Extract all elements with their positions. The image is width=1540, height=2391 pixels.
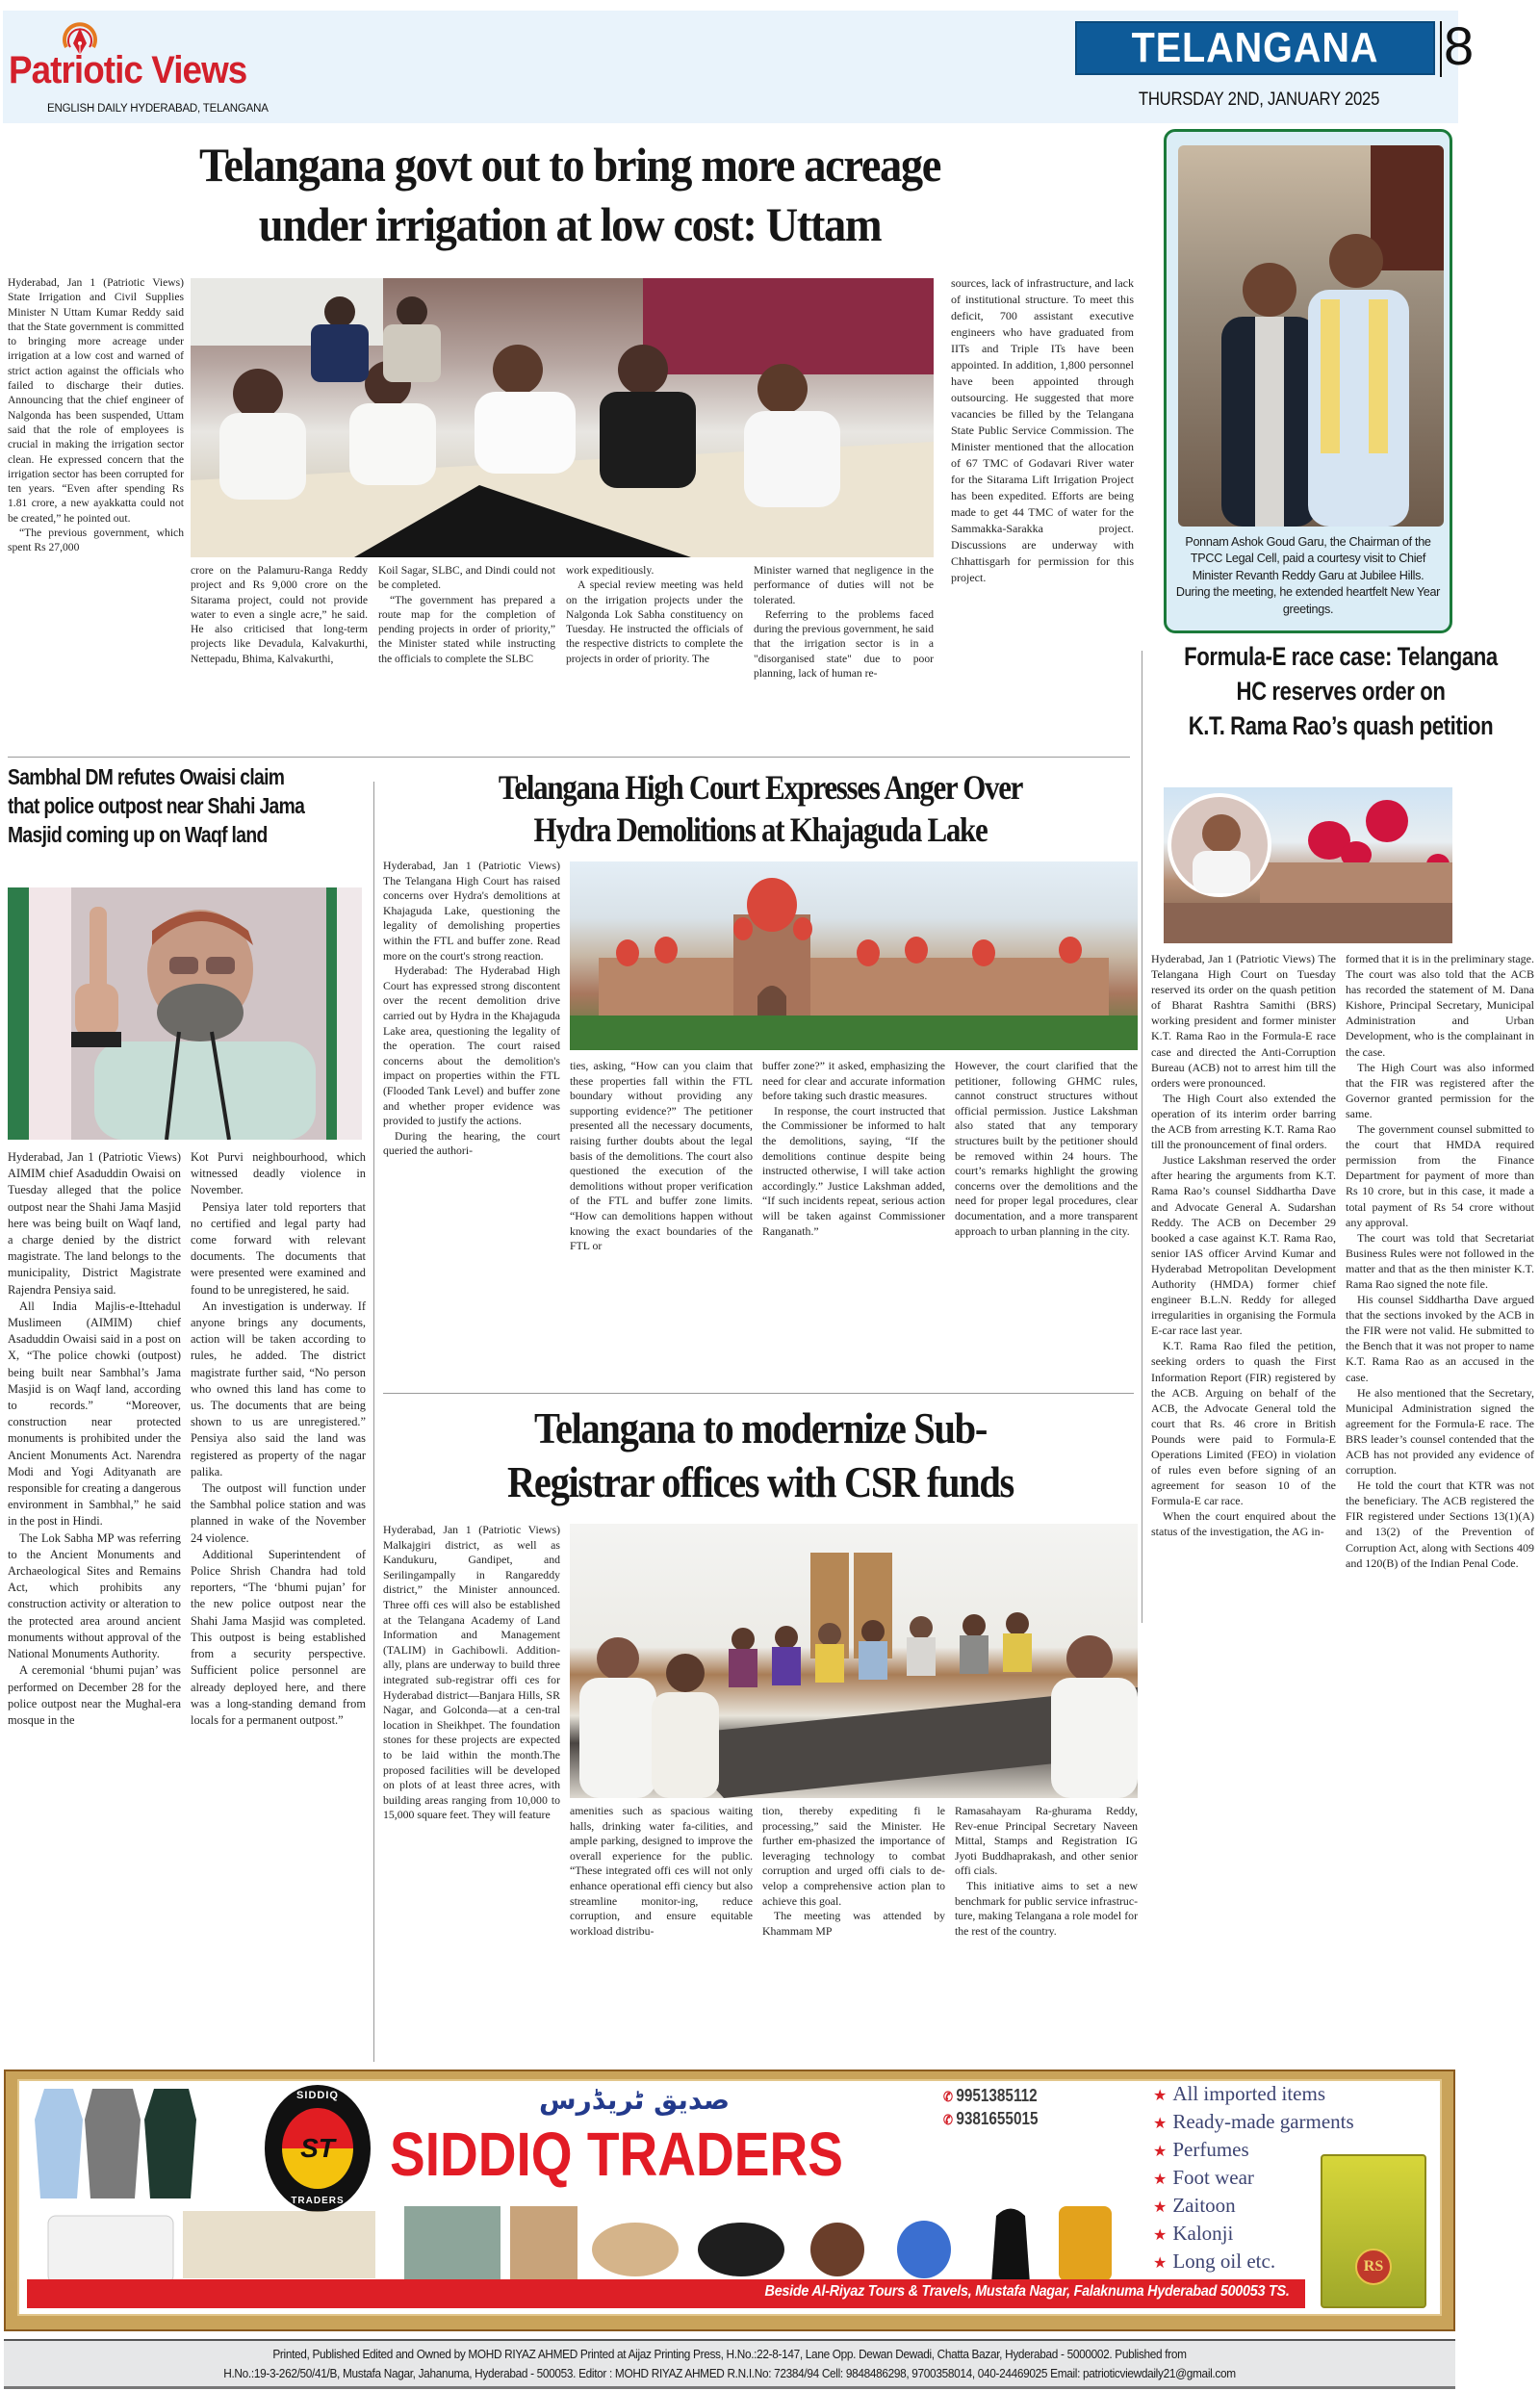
tin-seal: RS <box>1355 2249 1392 2285</box>
paragraph: He also mentioned that the Secretary, Municipal Administration signed the agreement for the Formula-E race. The BRS leader’s counsel contended that the ACB has not provided any evidence of corruption. <box>1346 1385 1534 1478</box>
advert-item <box>1153 2137 1354 2165</box>
lead-column-3 <box>378 563 555 748</box>
page-number: 8 <box>1444 15 1475 76</box>
paragraph: work expeditiously. <box>566 564 654 577</box>
paragraph: During the hearing, the court queried the authori- <box>383 1128 560 1158</box>
paragraph: ties, asking, “How can you claim that these properties fall within the FTL boundary without providing any supporting evidence?” The petitioner presented all the necessary documents, raising further doubts about the legal basis of the demolitions. The court also questioned the execution of the demolitions without proper verification of the FTL and buffer zone limits. “How can demolitions happen without knowing the exact boundaries of the FTL or <box>570 1059 753 1253</box>
paragraph: A ceremonial ‘bhumi pujan’ was performed on December 28 for the police outpost near the Mughal-era mosque in the <box>8 1663 181 1727</box>
formula-e-column-1 <box>1151 951 1336 2066</box>
advert-item-label: Ready-made garments <box>1172 2110 1354 2133</box>
advert-item-label: Perfumes <box>1172 2138 1249 2161</box>
paragraph: The High Court was also informed that the FIR was registered after the Governor granted permission for the same. <box>1346 1060 1534 1120</box>
lead-column-4 <box>566 563 743 748</box>
advert-address-bar <box>27 2279 1305 2308</box>
paragraph: Additional Superintendent of Police Shrish Chandra had told reporters, “The ‘bhumi pujan’ for the new police outpost near the Shahi Jama Masjid was completed. This outpost is being established from a security perspective. Sufficient police personnel are already deployed here, and there was a long-standing demand from locals for a permanent outpost.” <box>191 1547 366 1727</box>
phone-icon: ✆ <box>943 2089 953 2104</box>
formula-e-headline-line2: HC reserves order on <box>1236 677 1446 706</box>
sambhal-column-2 <box>191 1149 366 2058</box>
brand-tagline: ENGLISH DAILY HYDERABAD, TELANGANA <box>47 103 269 115</box>
star-icon: ★ <box>1153 2199 1168 2216</box>
advert-item-label: Foot wear <box>1172 2166 1254 2189</box>
paragraph: This initiative aims to set a new benchmark for public service infrastruc-ture, making Telangana a role model for the rest of the country. <box>955 1878 1138 1938</box>
section-divider <box>8 757 1130 758</box>
paragraph: The government counsel submitted to the court that HMDA required permission from the Finance Department for payment of more than Rs 10 crore, but in this case, it made a total payment of Rs 54 crore without any approval. <box>1346 1122 1534 1229</box>
photo-feature-box <box>1164 129 1452 633</box>
paragraph: The outpost will function under the Sambhal police station and was planned in wake of the November 24 violence. <box>191 1481 366 1545</box>
csr-headline-line2: Registrar offices with CSR funds <box>507 1457 1014 1506</box>
courtesy-visit-photo <box>1178 145 1444 527</box>
paragraph: Hyderabad, Jan 1 (Patriotic Views) The Telangana High Court has raised concerns over Hydra's demolitions at Khajaguda Lake, questioning the legality of demolishing properties within the FTL and buffer zone. Read more on the court's strong reaction. <box>383 859 560 963</box>
paragraph: Referring to the problems faced during the previous government, he said that the irrigation sector is in a "disorganised state" due to poor planning, lack of human re- <box>754 607 934 681</box>
paragraph: Hyderabad, Jan 1 (Patriotic Views) Malkajgiri district, as well as Kandukuru, Gandipet, and Serilingampally in Rangareddy district,” the Minister announced. Three offi ces will also be established at the Telangana Academy of Land Information and Management (TALIM) in Gachibowli. Addition-ally, plans are underway to build three integrated sub-registrar offi ces for Hyderabad district—Banjara Hills, SR Nagar, and Golconda—at a cen-tral location in Sheikhpet. The foundation stones for these projects are expected to be laid within the month.The proposed facilities will be developed on plots of at least three acres, with building areas ranging from 10,000 to 15,000 square feet. They will feature <box>383 1523 560 1822</box>
court-domes-graphic <box>1164 787 1452 943</box>
advert-item-label: Long oil etc. <box>1172 2250 1276 2273</box>
advert-item <box>1153 2165 1354 2193</box>
formula-e-headline-line1: Formula-E race case: Telangana <box>1184 642 1498 671</box>
phone-number[interactable] <box>943 2108 1038 2130</box>
paragraph: sources, lack of infrastructure, and lack of institutional structure. To meet this deficit, 700 assistant executive engineers who have graduated from IITs and Triple ITs have been appointed. In addition, 1,800 personnel have been appointed through outsourcing. He suggested that more vacancies be filled by the Telangana State Public Service Commission. The Minister mentioned that the allocation of 67 TMC of Godavari River water for the Sitarama Lift Irrigation Project has been expedited. Efforts are being made to get 44 TMC of water for the Sammakka-Sarakka project. Discussions are underway with Chhattisgarh for permission for this project. <box>951 276 1134 584</box>
high-court-headline-line1: Telangana High Court Expresses Anger Over <box>498 768 1023 807</box>
star-icon: ★ <box>1153 2227 1168 2244</box>
irrigation-meeting-photo <box>191 278 934 557</box>
section-banner <box>1075 21 1435 75</box>
paragraph: When the court enquired about the status of the investigation, the AG in- <box>1151 1509 1336 1539</box>
sambhal-column-1 <box>8 1149 181 2058</box>
logo-emblem <box>282 2108 353 2189</box>
csr-headline <box>383 1401 1138 1509</box>
lead-column-1 <box>8 275 184 747</box>
imprint-line-1: Printed, Published Edited and Owned by MOHD RIYAZ AHMED Printed at Aijaz Printing Press, H.No.:22-8-147, Lane Opp. Dewan Dewadi, Chatta Bazar, Hyderabad - 5000002. Published from <box>272 2348 1187 2361</box>
paragraph: All India Majlis-e-Ittehadul Muslimeen (AIMIM) chief Asaduddin Owaisi said in a post on X, “The police chowki (outpost) being built near Sambhal’s Jama Masjid is on Waqf land, according to records.” “Moreover, construction near protected monuments is prohibited under the Ancient Monuments Act. Narendra Modi and Yogi Adityanath are responsible for creating a dangerous environment in Sambhal,” he said in the post in Hindi. <box>8 1298 181 1529</box>
advert-brand: SIDDIQ TRADERS <box>390 2120 843 2189</box>
paragraph: buffer zone?” it asked, emphasizing the need for clear and accurate information before taking such drastic measures. <box>762 1059 945 1103</box>
paragraph: tion, thereby expediting fi le processing,” said the Minister. He further em-phasized the importance of leveraging technology to combat corruption and urged offi cials to de-velop a comprehensive action plan to achieve this goal. <box>762 1804 945 1908</box>
paragraph: His counsel Siddhartha Dave argued that the sections invoked by the ACB in the FIR were not valid. He submitted to the Bench that it was not proper to name K.T. Rama Rao as an accused in the case. <box>1346 1293 1534 1384</box>
advert-panel <box>17 2079 1442 2316</box>
star-icon: ★ <box>1153 2144 1168 2160</box>
csr-column-4 <box>955 1804 1138 2060</box>
siddiq-traders-advert[interactable] <box>4 2070 1455 2331</box>
siddiq-traders-logo <box>265 2085 371 2212</box>
lead-headline <box>4 135 1136 254</box>
high-court-column-1 <box>383 859 560 1386</box>
owaisi-photo <box>8 887 362 1140</box>
formula-e-column-2 <box>1346 951 1534 2066</box>
garments-graphic <box>27 2081 219 2204</box>
sambhal-headline <box>8 762 366 849</box>
advert-item <box>1153 2249 1354 2276</box>
paragraph: formed that it is in the preliminary stage. The court was also told that the ACB has recorded the statement of M. Dana Kishore, Principal Secretary, Municipal Administration and Urban Development, who is the complainant in the case. <box>1346 952 1534 1059</box>
paragraph: crore on the Palamuru-Ranga Reddy project and Rs 9,000 crore on the Sitarama project, could not provide water to even a single acre,” he said. He also criticised that long-term projects like Devadula, Kalvakurthi, Nettepadu, Bhima, Kalvakurthi, <box>191 564 368 665</box>
high-court-headline-line2: Hydra Demolitions at Khajaguda Lake <box>533 810 988 849</box>
high-court-column-3 <box>762 1059 945 1386</box>
telangana-high-court-photo <box>570 861 1138 1050</box>
masthead <box>3 11 1475 123</box>
phone-icon: ✆ <box>943 2112 953 2127</box>
speaker-graphic <box>8 887 362 1140</box>
advert-item <box>1153 2221 1354 2249</box>
paragraph: Kot Purvi neighbourhood, which witnessed deadly violence in November. <box>191 1150 366 1197</box>
conference-graphic <box>570 1524 1138 1798</box>
formula-e-headline <box>1147 639 1534 743</box>
phone-number[interactable] <box>943 2085 1038 2107</box>
paragraph: The court was told that Secretariat Business Rules were not followed in the matter and that as the then minister K.T. Rama Rao signed the note file. <box>1346 1230 1534 1291</box>
section-label: TELANGANA <box>1131 24 1379 71</box>
advert-item-label: Kalonji <box>1172 2222 1234 2245</box>
advert-address: Beside Al-Riyaz Tours & Travels, Mustafa Nagar, Falaknuma Hyderabad 500053 TS. <box>764 2283 1290 2300</box>
sub-registrar-meeting-photo <box>570 1524 1138 1798</box>
urdu-brand-name: صدیق ٹریڈرس <box>539 2084 731 2116</box>
paragraph: Pensiya later told reporters that no certified and legal party had come forward with relevant documents. The documents that were presented were examined and found to be unregistered, he said. <box>191 1199 366 1297</box>
csr-column-2 <box>570 1804 753 2060</box>
advert-items-list <box>1153 2081 1354 2276</box>
paragraph: The High Court also extended the operation of its interim order barring the ACB from arresting K.T. Rama Rao till the pronouncement of final orders. <box>1151 1091 1336 1152</box>
brand-name: Patriotic Views <box>9 49 247 91</box>
paragraph: An investigation is underway. If anyone brings any documents, action will be taken according to rules, he added. The district magistrate further said, “No person who owned this land has come to us. The documents that are being shown to us are unregistered.” Pensiya also said the land was registered as property of the nagar palika. <box>191 1298 366 1478</box>
star-icon: ★ <box>1153 2255 1168 2272</box>
high-court-column-4 <box>955 1059 1138 1386</box>
lead-headline-line1: Telangana govt out to bring more acreage <box>199 138 940 192</box>
paragraph: Ramasahayam Ra-ghurama Reddy, Rev-enue Principal Secretary Naveen Mittal, Stamps and Registration IG Jyoti Buddhaprakash, and other senior offi cials. <box>955 1804 1138 1878</box>
sambhal-headline-line3: Masjid coming up on Waqf land <box>8 822 268 847</box>
paragraph: K.T. Rama Rao filed the petition, seeking orders to quash the First Information Report (FIR) registered by the ACB. Arguing on behalf of the ACB, the Advocate General told the court that Rs. 46 crore in British Pounds were paid to Formula-E Operations Limited (FEO) in violation of rules even before signing of an agreement for season 10 of the Formula-E car race. <box>1151 1339 1336 1508</box>
imprint-line-2: H.No.:19-3-262/50/41/B, Mustafa Nagar, Jahanuma, Hyderabad - 500053. Editor : MOHD RIYAZ AHMED R.N.I.No: 72384/94 Cell: 9848486298, 9700358014, 040-24469025 Email: patrioticviewdaily21@gmail.com <box>223 2367 1236 2380</box>
paragraph: Hyderabad, Jan 1 (Patriotic Views) State Irrigation and Civil Supplies Minister N Uttam Kumar Reddy said that the State government is committed to bringing more acreage under irrigation at a low cost and warned of strict action against the officials who failed to discharge their duties. Announcing that the chief engineer of Nalgonda has been suspended, Uttam said that the role of employees is crucial in making the irrigation sector clean. He expressed concern that the irrigation sector has been corrupted for ten years. “Even after spending Rs 1.81 crore, a new ayakkatta could not be created,” he pointed out. <box>8 276 184 525</box>
paragraph: Minister warned that negligence in the performance of duties will not be tolerated. <box>754 564 934 606</box>
two-men-graphic <box>1178 145 1444 527</box>
paragraph: Hyderabad, Jan 1 (Patriotic Views) AIMIM chief Asaduddin Owaisi on Tuesday alleged that the police outpost near the Shahi Jama Masjid here was being built on Waqf land, a charge denied by the district magistrate. The land belongs to the municipality, District Magistrate Rajendra Pensiya said. <box>8 1150 181 1297</box>
page-number-divider <box>1440 21 1442 77</box>
advert-item <box>1153 2109 1354 2137</box>
lead-column-5 <box>754 563 934 748</box>
star-icon: ★ <box>1153 2116 1168 2132</box>
paragraph: amenities such as spacious waiting halls, drinking water fa-cilities, and ample parking, designed to improve the overall experience for the public. “These integrated offi ces will not only enhance operational effi ciency but also streamline monitor-ing, reduce corruption, and ensure equitable workload distribu- <box>570 1804 753 1938</box>
logo-initials: ST <box>300 2133 335 2163</box>
lead-column-2 <box>191 563 368 748</box>
advert-item-label: All imported items <box>1172 2082 1325 2105</box>
paragraph: A special review meeting was held on the irrigation projects under the Nalgonda Lok Sabha constituency on Tuesday. He instructed the officials of the respective districts to complete the projects in order of priority. The <box>566 578 743 665</box>
lead-column-6 <box>951 275 1134 749</box>
advert-item <box>1153 2193 1354 2221</box>
formula-e-headline-line3: K.T. Rama Rao’s quash petition <box>1188 711 1494 740</box>
paragraph: Koil Sagar, SLBC, and Dindi could not be completed. <box>378 564 555 592</box>
sambhal-headline-line2: that police outpost near Shahi Jama <box>8 793 305 818</box>
high-court-headline <box>383 766 1138 851</box>
products-graphic <box>38 2206 1126 2283</box>
logo-top-text: SIDDIQ <box>296 2090 339 2101</box>
paragraph: “The previous government, which spent Rs 27,000 <box>8 527 184 554</box>
high-court-building-photo <box>1164 787 1452 943</box>
column-divider <box>373 782 374 2062</box>
phone-number-text: 9381655015 <box>956 2109 1039 2128</box>
issue-date: THURSDAY 2ND, JANUARY 2025 <box>1138 90 1380 110</box>
paragraph: He told the court that KTR was not the beneficiary. The ACB registered the FIR registered under Sections 13(1)(A) and 13(2) of the Prevention of Corruption Act, along with Sections 409 and 120(B) of the Indian Penal Code. <box>1346 1478 1534 1570</box>
high-court-column-2 <box>570 1059 753 1386</box>
csr-headline-line1: Telangana to modernize Sub- <box>533 1403 988 1453</box>
star-icon: ★ <box>1153 2172 1168 2188</box>
star-icon: ★ <box>1153 2088 1168 2104</box>
csr-column-1 <box>383 1523 560 2060</box>
paragraph: However, the court clarified that the petitioner, following GHMC rules, cannot construct structures without official permission. Justice Lakshman also stated that any temporary structures built by the petitioner should be removed within 24 hours. The court’s remarks highlight the growing concerns over the demolitions and the need for proper legal procedures, clear documentation, and a more transparent approach to urban planning in the city. <box>955 1059 1138 1238</box>
csr-column-3 <box>762 1804 945 2060</box>
section-divider <box>383 1393 1134 1394</box>
imprint-footer <box>4 2339 1455 2389</box>
logo-bottom-text: TRADERS <box>291 2196 345 2206</box>
lead-headline-line2: under irrigation at low cost: Uttam <box>258 197 882 251</box>
photo-caption: Ponnam Ashok Goud Garu, the Chairman of the TPCC Legal Cell, paid a courtesy visit to Chief Minister Revanth Reddy Garu at Jubilee Hills. During the meeting, he extended heartfelt New Year greetings. <box>1175 535 1441 616</box>
paragraph: “The government has prepared a route map for the completion of pending projects in order of priority,” the Minister stated while instructing the officials to complete the SLBC <box>378 593 555 665</box>
court-building-graphic <box>570 861 1138 1050</box>
paragraph: Justice Lakshman reserved the order after hearing the arguments from K.T. Rama Rao’s counsel Siddhartha Dave and Advocate General A. Sudarshan Reddy. The ACB on December 29 booked a case against K.T. Rama Rao, senior IAS officer Arvind Kumar and Hyderabad Metropolitan Development Authority (HMDA) former chief engineer B.L.N. Reddy for alleged irregularities in organising the Formula E-car race last year. <box>1151 1153 1336 1338</box>
paragraph: Hyderabad, Jan 1 (Patriotic Views) The Telangana High Court on Tuesday reserved its order on the quash petition of Bharat Rashtra Samithi (BRS) working president and former minister K.T. Rama Rao in the Formula-E race case and directed the Anti-Corruption Bureau (ACB) not to arrest him till the orders were pronounced. <box>1151 952 1336 1090</box>
advert-item <box>1153 2081 1354 2109</box>
advert-item-label: Zaitoon <box>1172 2194 1236 2217</box>
paragraph: Hyderabad: The Hyderabad High Court has expressed strong discontent over the recent demolition drive carried out by Hydra in the Khajaguda Lake area, questioning the legality of the operation. The court raised concerns about the demolition's impact on properties within the FTL (Flooded Tank Level) and buffer zone and whether proper evidence was provided to justify the actions. <box>383 964 560 1128</box>
sambhal-headline-line1: Sambhal DM refutes Owaisi claim <box>8 764 285 789</box>
paragraph: In response, the court instructed that the Commissioner be informed to halt the demolitions, saying, “If the demolitions continue despite being instructed otherwise, I will take action accordingly.” Justice Lakshman added, “If such incidents repeat, serious action will be taken against Commissioner Ranganath.” <box>762 1103 945 1238</box>
phone-number-text: 9951385112 <box>956 2086 1038 2105</box>
meeting-scene-graphic <box>191 278 934 557</box>
paragraph: The meeting was attended by Khammam MP <box>762 1909 945 1938</box>
paragraph: The Lok Sabha MP was referring to the Ancient Monuments and Archaeological Sites and Remains Act, which prohibits any construction activity or alteration to the protected area around ancient monuments without approval of the National Monuments Authority. <box>8 1530 181 1661</box>
